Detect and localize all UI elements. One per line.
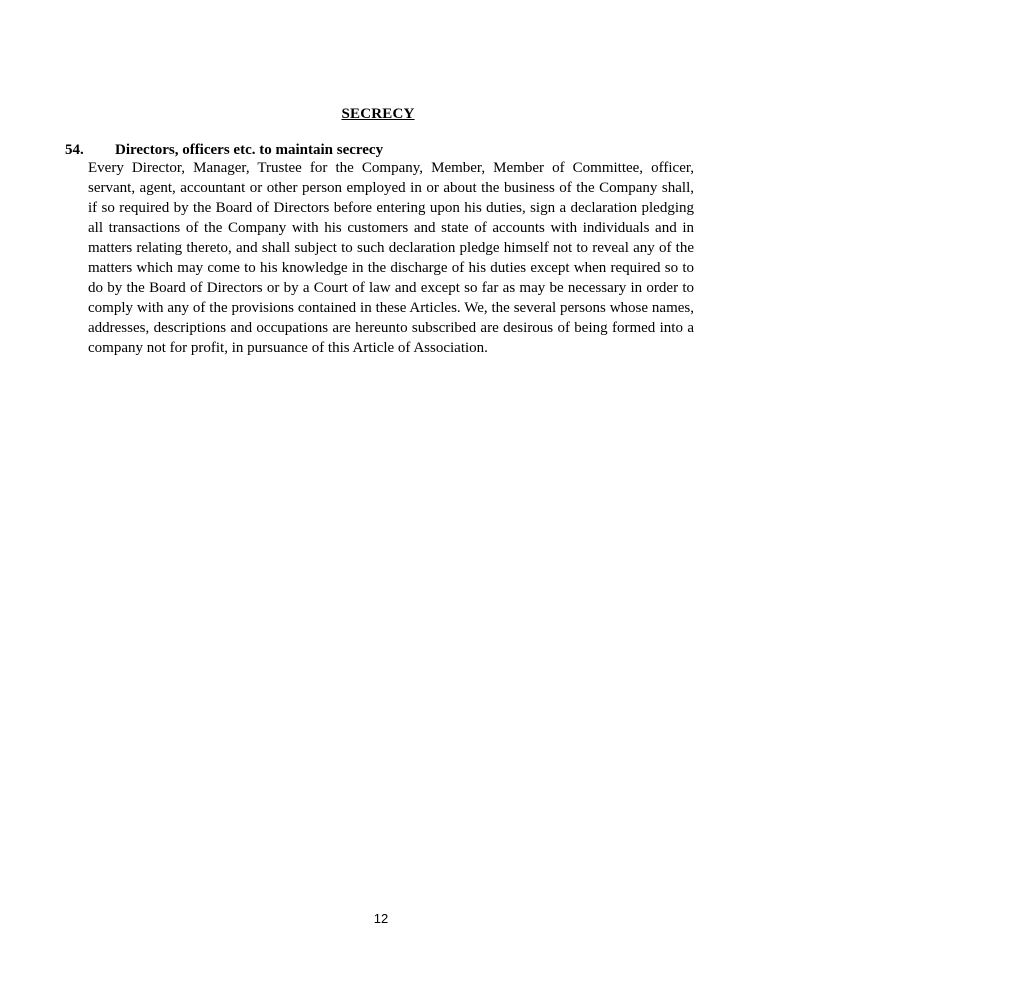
page-number: 12 xyxy=(373,911,389,926)
article-title: Directors, officers etc. to maintain secrecy xyxy=(115,142,384,158)
section-title: SECRECY xyxy=(341,106,415,122)
article-number: 54. xyxy=(65,142,84,158)
article-heading xyxy=(65,141,383,159)
article-body: Every Director, Manager, Trustee for the Company, Member, Member of Committee, officer, servant, agent, accountant or other person employed in or about the business of the Company shall, if so required by the Board of Directors before entering upon his duties, sign a declaration pledging all transactions of the Company with his customers and state of accounts with individuals and in matters relating thereto, and shall subject to such declaration pledge himself not to reveal any of the matters which may come to his knowledge in the discharge of his duties except when required so to do by the Board of Directors or by a Court of law and except so far as may be necessary in order to comply with any of the provisions contained in these Articles. We, the several persons whose names, addresses, descriptions and occupations are hereunto subscribed are desirous of being formed into a company not for profit, in pursuance of this Article of Association. xyxy=(88,160,694,356)
